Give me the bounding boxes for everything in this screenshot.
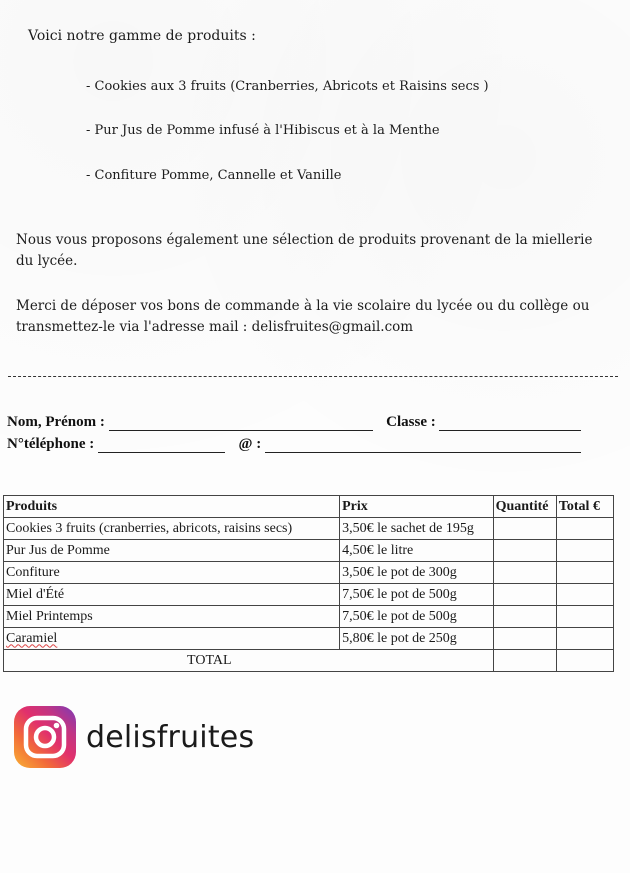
table-header-row <box>4 496 614 518</box>
price-cell: 7,50€ le pot de 500g <box>340 606 494 628</box>
total-cell[interactable] <box>556 562 613 584</box>
quantity-cell[interactable] <box>493 628 556 650</box>
phone-label: N°téléphone : <box>7 436 95 452</box>
phone-field[interactable] <box>98 438 225 453</box>
total-cell[interactable] <box>556 518 613 540</box>
quantity-cell[interactable] <box>493 518 556 540</box>
total-label: TOTAL <box>4 650 494 672</box>
header-prix: Prix <box>340 496 494 518</box>
product-name-cell: Confiture <box>4 562 340 584</box>
name-field[interactable] <box>109 416 373 431</box>
product-item-confiture: - Confiture Pomme, Cannelle et Vanille <box>86 168 342 183</box>
caramiel-label: Caramiel <box>6 630 58 646</box>
table-row <box>4 606 614 628</box>
price-cell: 5,80€ le pot de 250g <box>340 628 494 650</box>
quantity-cell[interactable] <box>493 584 556 606</box>
total-cell[interactable] <box>556 606 613 628</box>
table-row <box>4 518 614 540</box>
quantity-cell[interactable] <box>493 540 556 562</box>
product-name-cell: Miel d'Été <box>4 584 340 606</box>
price-cell: 3,50€ le pot de 300g <box>340 562 494 584</box>
grand-total-cell[interactable] <box>556 650 613 672</box>
table-row <box>4 562 614 584</box>
classe-label: Classe : <box>386 414 436 430</box>
product-name-cell <box>4 628 340 650</box>
cut-here-line <box>8 376 618 377</box>
instagram-handle: delisfruites <box>86 719 255 755</box>
quantity-cell[interactable] <box>493 606 556 628</box>
intro-title: Voici notre gamme de produits : <box>28 28 256 44</box>
header-quantite: Quantité <box>493 496 556 518</box>
name-classe-row <box>7 414 581 431</box>
total-cell[interactable] <box>556 540 613 562</box>
product-name-cell: Cookies 3 fruits (cranberries, abricots, raisins secs) <box>4 518 340 540</box>
header-produits: Produits <box>4 496 340 518</box>
product-name-cell: Pur Jus de Pomme <box>4 540 340 562</box>
product-item-jus-de-pomme: - Pur Jus de Pomme infusé à l'Hibiscus et à la Menthe <box>86 123 440 138</box>
table-row <box>4 584 614 606</box>
email-field[interactable] <box>265 438 581 453</box>
contact-paragraph: Merci de déposer vos bons de commande à la vie scolaire du lycée ou du collège ou transmettez-le via l'adresse mail : delisfruites@gmail.com <box>16 298 590 335</box>
quantity-cell[interactable] <box>493 562 556 584</box>
table-row <box>4 628 614 650</box>
total-cell[interactable] <box>556 584 613 606</box>
price-cell: 3,50€ le sachet de 195g <box>340 518 494 540</box>
instagram-badge[interactable] <box>14 706 254 768</box>
classe-field[interactable] <box>439 416 581 431</box>
table-total-row <box>4 650 614 672</box>
phone-email-row <box>7 436 581 453</box>
name-label: Nom, Prénom : <box>7 414 105 430</box>
product-name-cell: Miel Printemps <box>4 606 340 628</box>
total-cell[interactable] <box>556 628 613 650</box>
header-total: Total € <box>556 496 613 518</box>
miellerie-paragraph: Nous vous proposons également une sélection de produits provenant de la miellerie du lycée. <box>16 232 593 269</box>
total-quantity-cell[interactable] <box>493 650 556 672</box>
table-row <box>4 540 614 562</box>
price-cell: 4,50€ le litre <box>340 540 494 562</box>
instagram-icon <box>14 706 76 768</box>
price-cell: 7,50€ le pot de 500g <box>340 584 494 606</box>
order-table <box>3 495 614 672</box>
email-label: @ : <box>238 436 262 452</box>
product-item-cookies: - Cookies aux 3 fruits (Cranberries, Abricots et Raisins secs ) <box>86 79 489 94</box>
